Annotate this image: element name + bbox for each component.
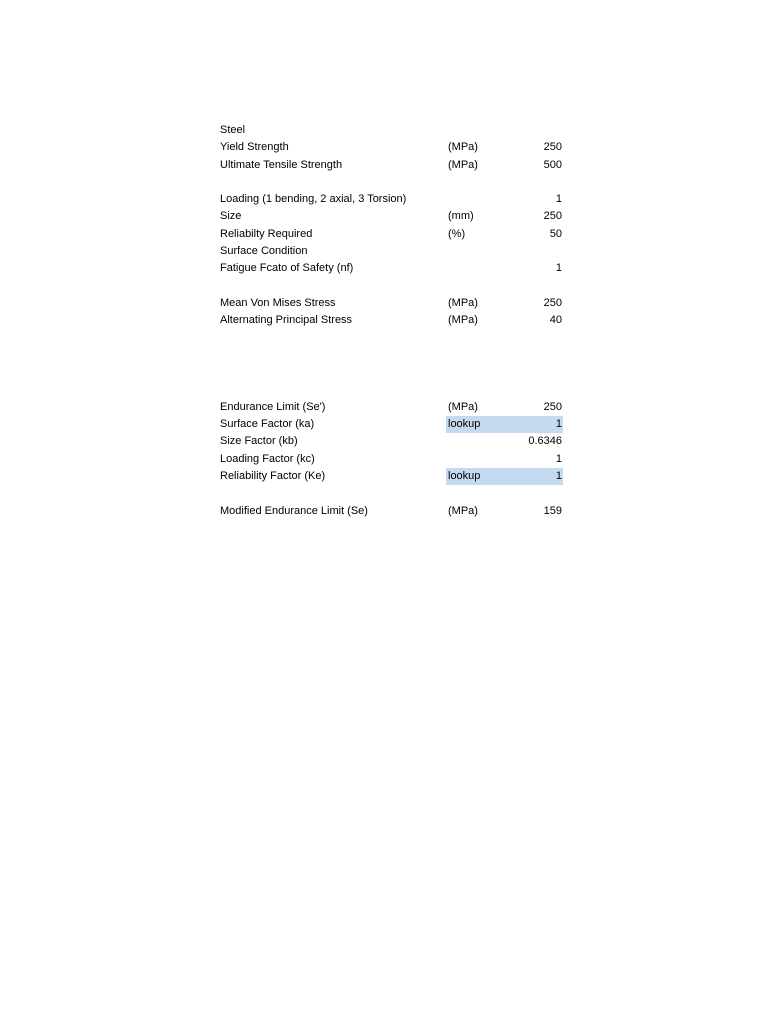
yield-strength-label[interactable]: Yield Strength	[220, 141, 289, 154]
endurance-limit-unit[interactable]: (MPa)	[448, 400, 478, 413]
size-unit[interactable]: (mm)	[448, 210, 474, 223]
mean-von-mises-stress-label[interactable]: Mean Von Mises Stress	[220, 296, 336, 309]
sheet-row-size-factor	[220, 433, 566, 450]
size-label[interactable]: Size	[220, 210, 242, 223]
sheet-row-size	[220, 208, 566, 225]
size-value[interactable]: 250	[543, 210, 562, 223]
reliability-required-label[interactable]: Reliabilty Required	[220, 227, 313, 240]
spreadsheet	[220, 122, 566, 520]
mean-von-mises-stress-value[interactable]: 250	[543, 296, 562, 309]
sheet-row-alternating-principal-stress	[220, 312, 566, 329]
modified-endurance-limit-value[interactable]: 159	[543, 504, 562, 517]
surface-condition-value[interactable]	[498, 243, 563, 260]
sheet-row-reliability-required	[220, 226, 566, 243]
reliability-factor-label[interactable]: Reliability Factor (Ke)	[220, 469, 326, 482]
loading-factor-value[interactable]: 1	[555, 452, 562, 465]
reliability-required-unit[interactable]: (%)	[448, 227, 466, 240]
size-factor-label[interactable]: Size Factor (kb)	[220, 435, 298, 448]
surface-factor-value[interactable]: 1	[498, 416, 563, 433]
ultimate-tensile-strength-unit[interactable]: (MPa)	[448, 158, 478, 171]
surface-condition-unit[interactable]	[446, 243, 498, 260]
surface-condition-label[interactable]: Surface Condition	[220, 245, 308, 258]
alternating-principal-stress-unit[interactable]: (MPa)	[448, 314, 478, 327]
endurance-limit-value[interactable]: 250	[543, 400, 562, 413]
ultimate-tensile-strength-value[interactable]: 500	[543, 158, 562, 171]
loading-value[interactable]: 1	[555, 193, 562, 206]
sheet-row-ultimate-tensile-strength	[220, 157, 566, 174]
fatigue-safety-factor-value[interactable]: 1	[555, 262, 562, 275]
sheet-row-fatigue-safety-factor	[220, 260, 566, 277]
loading-unit[interactable]	[446, 191, 498, 208]
fatigue-safety-factor-label[interactable]: Fatigue Fcato of Safety (nf)	[220, 262, 354, 275]
mean-von-mises-stress-unit[interactable]: (MPa)	[448, 296, 478, 309]
alternating-principal-stress-label[interactable]: Alternating Principal Stress	[220, 314, 353, 327]
yield-strength-unit[interactable]: (MPa)	[448, 141, 478, 154]
reliability-required-value[interactable]: 50	[549, 227, 562, 240]
sheet-row-reliability-factor	[220, 468, 566, 485]
loading-label[interactable]: Loading (1 bending, 2 axial, 3 Torsion)	[220, 193, 407, 206]
endurance-limit-label[interactable]: Endurance Limit (Se')	[220, 400, 326, 413]
loading-factor-unit[interactable]	[446, 451, 498, 468]
loading-factor-label[interactable]: Loading Factor (kc)	[220, 452, 315, 465]
alternating-principal-stress-value[interactable]: 40	[549, 314, 562, 327]
yield-strength-value[interactable]: 250	[543, 141, 562, 154]
sheet-row-mean-von-mises-stress	[220, 295, 566, 312]
fatigue-safety-factor-unit[interactable]	[446, 260, 498, 277]
size-factor-value[interactable]: 0.6346	[528, 435, 562, 448]
sheet-row-loading-factor	[220, 451, 566, 468]
modified-endurance-limit-unit[interactable]: (MPa)	[448, 504, 478, 517]
surface-factor-lookup-cell[interactable]: lookup	[446, 416, 498, 433]
surface-factor-label[interactable]: Surface Factor (ka)	[220, 418, 315, 431]
reliability-factor-value[interactable]: 1	[498, 468, 563, 485]
size-factor-unit[interactable]	[446, 433, 498, 450]
ultimate-tensile-strength-label[interactable]: Ultimate Tensile Strength	[220, 158, 343, 171]
sheet-row-loading	[220, 191, 566, 208]
material-title[interactable]: Steel	[220, 124, 246, 136]
sheet-row-yield-strength	[220, 139, 566, 156]
sheet-row-surface-condition	[220, 243, 566, 260]
sheet-row-material-title	[220, 122, 566, 139]
modified-endurance-limit-label[interactable]: Modified Endurance Limit (Se)	[220, 504, 368, 517]
sheet-row-endurance-limit	[220, 399, 566, 416]
sheet-row-modified-endurance-limit	[220, 503, 566, 520]
sheet-row-surface-factor	[220, 416, 566, 433]
reliability-factor-lookup-cell[interactable]: lookup	[446, 468, 498, 485]
